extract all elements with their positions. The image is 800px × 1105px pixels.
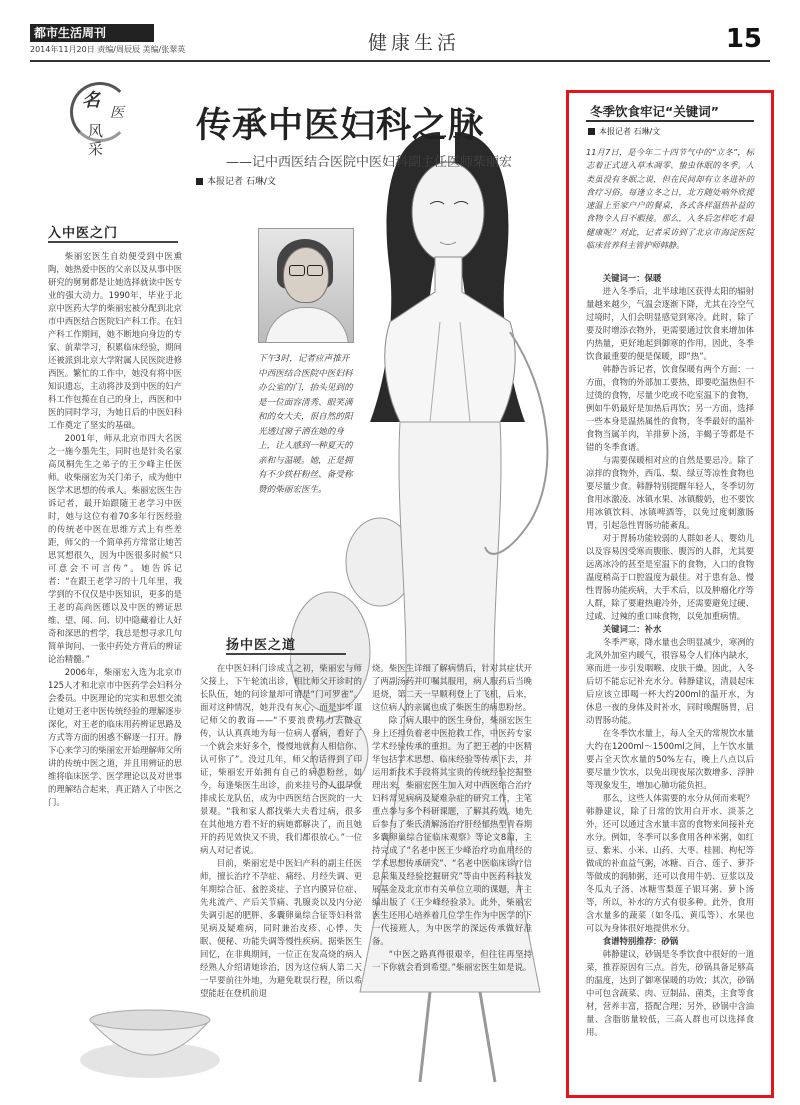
paragraph: 除了病人眼中的医生身份，柴丽宏医生身上还担负着老中医抢救工作，中医药专家学术经验传承的重担。为了把王老的中医精华包括学术思想、临床经验等传承下去，并运用新技术手段将其宝贵的传统经验挖掘整理出来，柴丽宏医生加入对中西医结合治疗妇科常见病病及疑难杂症的研究工作，主笔重点参与多个科研课题，了解其药效。她先后参与了柴氏清解汤治疗肝经郁热型青春期多囊卵巢综合征临床观察》等论文8篇，主持完成了“名老中医王少峰治疗功血用经的学术思想传承研究”、“名老中医临床诊疗信息采集及经验挖掘研究”等由中医药科技发展基金及北京市有关单位立项的课题，并主编出版了《王少峰经验录》。此外，柴丽宏医生还用心培养着几位学生作为中医学的下一代接班人，为中医学的深远传承做好准备。 <box>372 715 532 946</box>
paragraph: 2001年，师从北京市四大名医之一施今墨先生，同时也是针灸名家高凤桐先生之弟子的王少峰主任医师。收柴丽宏为关门弟子，成为他中医学术思想的传承人。柴丽宏医生告诉记者，最开始跟随王老学习中医时，她与这位有着70多年行医经验的传统老中医在思维方式上有些差距，师父的一个简单药方常常让她苦思冥想很久，因为中医很多时候“只可意会不可言传”。她告诉记者：“在跟王老学习的十几年里，我学到的不仅仅是中医知识，更多的是王老的高尚医德以及中医的辨证思维、望、闻、问、切中隐藏着让人好奇和深思的哲学，我总是想寻求几句简单询问、一张中药处方背后的辨证论治精髓。” <box>48 433 182 664</box>
doctor-portrait-photo <box>258 228 354 343</box>
article-subhead: ——记中西医结合医院中医妇科副主任医师柴丽宏 <box>226 155 513 170</box>
paragraph: 对于胃肠功能较弱的人群如老人、婴幼儿以及容易因受寒而腹胀、腹泻的人群，尤其要远离冰冷的甚至是室温下的食物，入口的食物温度稍高于口腔温度为最佳。对于患有急、慢性胃肠功能疾病，大手术后，以及肿瘤化疗等人群，除了要避热避冷外，还需要避免过硬、过咸、过辣的重口味食物，以免加重病情。 <box>586 533 754 621</box>
paragraph: 冬季严寒，降水量也会明显减少，寒冽的北风外加室内暖气，很容易令人们体内缺水，寒而进一步引发咽喉、皮肤干燥。因此，入冬后切不能忘记补充水分。韩静建议，清晨起床后应该立即喝一杯大约200ml的温开水，为休息一夜的身体及时补水，同时唤醒肠胃，启动胃肠功能。 <box>586 637 754 725</box>
paragraph: 在冬季饮水量上，每人全天的常规饮水量大约在1200ml～1500ml之间，上午饮水量要占全天饮水量的50%左右，晚上八点以后要尽量少饮水，以免出现夜尿次数增多、浮肿等现象发生，增加心肺功能负担。 <box>586 728 754 790</box>
section-rule-2 <box>226 653 346 655</box>
photo-caption: 下午3时，记者应声推开中西医结合医院中医妇科办公室的门，抬头见到的是一位面容清秀、眼笑满和的女大夫，很自然的阳光透过窗子洒在她的身上，让人感到一种夏天的亲和与温暖。她，正是拥有不少铁杆粉丝、备受称赞的柴丽宏医生。 <box>258 354 353 495</box>
sidebar-rule <box>586 120 754 122</box>
section-heading-2: 扬中医之道 <box>226 638 297 653</box>
paragraph: 韩静告诉记者，饮食保暖有两个方面：一方面，食物的外部加工要热，即要吃温热但不过烫的食物，尽量少吃或不吃室温下的食物，例如牛奶最好是加热后再饮；另一方面，选择一些本身是温热属性的食物，冬季最好的温补食物当属羊肉，羊排萝卜汤，羊蝎子等都是不错的冬季食谱。 <box>586 364 754 452</box>
article-headline: 传承中医妇科之脉 <box>196 105 485 146</box>
column-logo <box>70 82 130 162</box>
section-title: 健康生活 <box>368 32 461 54</box>
keyword-heading: 食谱特别推荐：砂锅 <box>602 936 679 946</box>
paragraph: 2006年，柴丽宏入选为北京市125人才和北京市中医药学会妇科分会委员。中医理论的完实和思想交流让她对王老中医传统经验的理解逐步深化，对王老的临床用药辨证思路及方式等方面的困惑不解逐一打开。静下心来学习的柴丽宏开始理解师父所讲的传统中医之道，并且用辨证的思维将临床医学、医学理论以及对世事的理解结合起来，真正踏入了中医之门。 <box>48 667 182 807</box>
paragraph: 在中医妇科门诊成立之初，柴丽宏与师父接上，下午轮流出诊，相比师父开诊时的长队伍，她的问诊量却可谓是“门可罗雀”。面对这种情况，她并没有灰心，而是牢牢谨记师父的教诲——“不要浪费精力去做宣传，认认真真地为每一位病人看病，看好了一个就会来好多个，慢慢地就有人相信你、认可你了”。没过几年，师父的话得到了印证，柴丽宏开始拥有自己的病患粉丝，如今，每逢柴医生出诊，前来挂号的人很早就排成长龙队伍，成为中西医结合医院的一大景观。“我和家人都找柴大夫看过病，很多在其他地方看不好的病她都解决了，而且她开的药见效快又不贵，我们都很放心。”一位病人对记者说。 <box>200 663 362 855</box>
section-rule-1 <box>48 241 178 243</box>
sidebar-title: 冬季饮食牢记“关键词” <box>590 104 719 119</box>
logo-char-1: 名 <box>82 90 100 111</box>
issue-meta: 2014年11月20日 责编/周辰辰 美编/张翠英 <box>30 45 186 54</box>
section2-col2 <box>372 662 532 1090</box>
herbal-bowl-illustration <box>70 950 240 1090</box>
paragraph: 目前，柴丽宏是中医妇产科的副主任医师，擅长治疗不孕症、痛经、月经失调、更年期综合征、盆腔炎症、子宫内膜异位症、先兆流产、产后关节痛、乳腺炎以及内分泌失调引起的肥胖、多囊卵巢综合征等妇科常见病及疑难病，同时兼治皮疹、心悸、失眠、便秘、功能失调等慢性疾病。据柴医生回忆，在非典期间，一位正在发高烧的病人经熟人介绍请她诊治，因为这位病人第二天一早要前往外地，为避免耽误行程，所以希望能赶在登机前退 <box>200 858 362 998</box>
page-header <box>30 22 770 62</box>
sidebar-byline <box>588 126 660 137</box>
logo-char-2: 医 <box>110 105 124 121</box>
paragraph: 进入冬季后，北半球地区获得太阳的辐射量越来越少，气温会逐渐下降，尤其在冷空气过境时，人们会明显感觉到寒冷。此时，除了要及时增添衣物外，更需要通过饮食来增加体内热量，更好地起到御寒的作用，因此，冬季饮食最重要的便是保暖，即“热”。 <box>586 286 754 361</box>
keyword-heading: 关键词二：补水 <box>602 624 662 634</box>
byline-text: 本报记者 石琳/文 <box>207 177 276 187</box>
paragraph: 韩静建议，砂锅是冬季饮食中很好的一道菜，推荐原因有三点。首先，砂锅具备足够高的温度，达到了御寒保暖的功效；其次，砂锅中可包含蔬菜、肉、豆制品、菌类，主食等食材，营养丰富，搭配合理；另外，砂锅中含油量、含脂肪量较低，三高人群也可以选择食用。 <box>586 949 754 1037</box>
page-number: 15 <box>725 24 762 54</box>
sidebar-byline-text: 本报记者 石琳/文 <box>599 127 661 136</box>
masthead: 都市生活周刊 <box>30 24 154 42</box>
article-byline <box>196 174 276 187</box>
paragraph: “中医之路真得很艰辛，但往往再坚持一下你就会看到希望。”柴丽宏医生如是说。 <box>372 949 532 972</box>
logo-char-4: 采 <box>88 140 104 158</box>
section-heading-1: 入中医之门 <box>48 226 119 241</box>
bullet-square-icon <box>588 128 595 135</box>
sidebar-intro: 11月7日，是今年二十四节气中的“立冬”，标志着正式进入草木凋零、蛰虫休眠的冬季。人类虽没有冬眠之说，但在民间却有立冬进补的食疗习俗。每逢立冬之日，北方随处响外欣提速温上至家户户的餐桌，各式各样温热补益的食物令人目不暇接。那么，入冬后怎样吃才最健康呢？对此，记者采访到了北京市海淀医院临床营养科主管护师韩静。 <box>586 147 754 251</box>
section1-body <box>48 250 182 860</box>
paragraph: 那么，这些人体需要的水分从何而来呢？韩静建议，除了日常的饮用白开水、淡茶之外，还可以通过含水量丰富的食物来间接补充水分。例如，冬季可以多食用各种米粥，如红豆、紫米、小米、山药、大枣、桂圆、枸杞等做成的补血益气粥，冰糖、百合、莲子、萝芥等做成的润肺粥，还可以食用牛奶、豆浆以及冬瓜丸子汤、冰糖雪梨莲子银耳粥、萝卜汤等，所以，补水的方式有很多种。此外，食用含水量多的蔬菜（如冬瓜、黄瓜等）、水果也可以为身体很好地提供水分。 <box>586 793 754 933</box>
paragraph: 柴丽宏医生自幼便受到中医熏陶，她热爱中医的父亲以及从事中医研究的舅舅都是让她选择就读中医专业的强大动力。1990年，毕业于北京中医药大学的柴丽宏被分配到北京市中西医结合医院妇产科工作。在妇产科工作期间，她不断地向身边的专家、前辈学习，积累临床经验，期间还被派到北京大学附属人民医院进修西医。繁忙的工作中，她没有将中医知识遗忘，主动将涉及到中医的妇产科工作包揽在自己的身上，西医和中医的同时学习，为她日后的中医妇科工作奠定了坚实的基础。 <box>48 251 182 430</box>
paragraph: 与需要保暖相对应的自然是要忌冷。除了凉拌的食物外，西瓜、梨、绿豆等凉性食物也要尽量少食。韩静特别提醒年轻人，冬季切勿食用冰激凌、冰镇水果、冰镇酸奶，也不要饮用冰镇饮料、冰镇啤酒等，以免过度刺激肠胃，引起急性胃肠功能紊乱。 <box>586 455 754 530</box>
glasses-icon <box>289 265 305 276</box>
logo-char-3: 风 <box>88 122 104 140</box>
keyword-heading: 关键词一：保暖 <box>602 273 662 283</box>
sidebar-body <box>586 272 754 1084</box>
portrait-coat <box>265 307 349 343</box>
bullet-square-icon <box>196 178 203 185</box>
glasses-icon <box>307 265 323 276</box>
paragraph: 烧。柴医生详细了解病情后，针对其症状开了两副汤药并叮嘱其服用，病人服药后当晚退烧，第二天一早顺利登上了飞机，后来，这位病人的亲属也成了柴医生的病患粉丝。 <box>372 663 532 712</box>
